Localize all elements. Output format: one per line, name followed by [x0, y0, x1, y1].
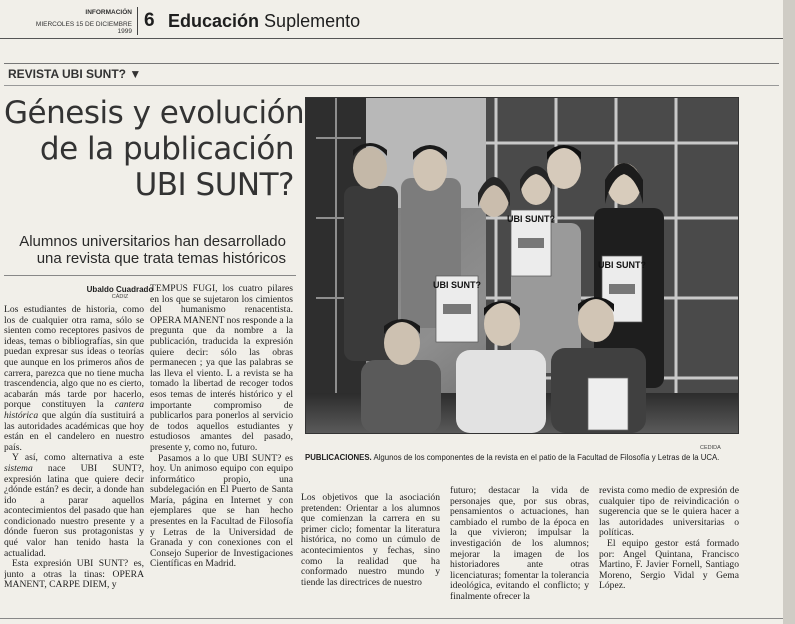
article-paragraph: Pasamos a lo que UBI SUNT? es hoy. Un animoso equipo con equipo informático propio, una subdelegación en El Puerto de Santa María, página en Internet y con ejemplares que se han hecho presentes en la Facultad de Filosofía y Letras de la Universidad de Granada y con conexiones con el Consejo Superior de Investigaciones Científicas en Madrid.	[150, 452, 293, 570]
magazine-title-text: UBI SUNT?	[507, 214, 555, 224]
byline-author: Ubaldo Cuadrado	[86, 285, 154, 294]
headline-line-2: de la publicación	[39, 131, 294, 167]
caption-text: Algunos de los componentes de la revista en el patio de la Facultad de Filosofía y Letras de la UCA.	[373, 453, 720, 462]
emphasis-text: cantera histórica	[4, 399, 144, 421]
headline-line-1: Génesis y evolución	[4, 95, 305, 131]
footer-rule	[0, 618, 783, 619]
magazine-title-text: UBI SUNT?	[433, 280, 481, 290]
subheadline	[6, 233, 286, 267]
subheadline-line-2: una revista que trata temas históricos	[36, 250, 286, 267]
article-paragraph: El equipo gestor está formado por: Angel Quintana, Francisco Martino, F. Javier Fornell, Santiago Moreno, Sergio Vidal y Gema López.	[599, 537, 739, 592]
section-title-light: Suplemento	[264, 11, 361, 31]
byline-rule	[4, 275, 296, 276]
issue-date: MIERCOLES 15 DE DICIEMBRE 1999	[35, 21, 132, 35]
group-photo-image	[306, 98, 738, 433]
page-number: 6	[144, 10, 155, 31]
section-title-bold: Educación	[168, 11, 260, 31]
article-paragraph: futuro; destacar la vida de personajes que, por sus obras, pensamientos o actuaciones, han cambiado el rumbo de la época en la que vivieron; impulsar la investigación de los alumnos; mejorar la imagen de los historiadores ante otras licenciaturas; fomentar la tolerancia ideológica, evitando el conflicto; y finalmente ofrecer la	[450, 486, 589, 602]
tag-rule-bottom	[4, 85, 779, 86]
article-column-1	[4, 305, 144, 617]
page-edge	[783, 0, 795, 624]
header-rule	[0, 38, 783, 39]
header-divider	[137, 7, 138, 35]
caption-label: PUBLICACIONES.	[305, 453, 372, 462]
subheadline-line-1: Alumnos universitarios han desarrollado	[19, 233, 286, 250]
article-paragraph: Esta expresión UBI SUNT? es, junto a otras la tinas: OPERA MANENT, CARPE DIEM, y	[4, 558, 144, 591]
headline-line-3: UBI SUNT?	[134, 167, 294, 203]
article-column-2	[150, 284, 293, 617]
article-paragraph: Los estudiantes de historia, como los de cualquier otra rama, sólo se sienten como receptores pasivos de ideas, temas o bibliografías, sin que puedan expresar sus ideas o teorías que aunque en los primeros años de carrera, parezca que no tiene mucha trascendencia, algo que no es cierto, acabarán más tarde por hacerlo, porque constituyen la cantera histórica que algún día sustituirá a las autoridades académicas que hoy están en el candelero en nuestro país.	[4, 305, 144, 453]
article-paragraph: Los objetivos que la asociación pretenden: Orientar a los alumnos que comienzan la carrera en su primer ciclo; fomentar la literatura histórica, no como un cúmulo de acontecimientos y fechas, sino como la realidad que ha conformado nuestro mundo y tiende las directrices de nuestro	[301, 493, 440, 588]
article-column-4	[450, 486, 589, 617]
publication-name: INFORMACIÓN	[85, 9, 132, 16]
group-photo	[305, 97, 739, 434]
article-paragraph: Y así, como alternativa a este sistema nace UBI SUNT?, expresión latina que quiere decir ¿dónde están? es decir, a donde han ido a parar aquellos acontecimientos del pasado que han condicionado nuestro presente y a dónde fueron sus protagonistas y qué valor han tenido hasta la actualidad.	[4, 452, 144, 559]
headline	[4, 95, 305, 203]
section-tag: REVISTA UBI SUNT? ▼	[8, 67, 142, 81]
article-paragraph: TEMPUS FUGI, los cuatro pilares en los que se sujetaron los cimientos del humanismo renacentista. OPERA MANENT nos responde a la pregunta que da nombre a la publicación, traducida la expresión quiere decir: sólo las obras permanecen ; ya que las palabras se las lleva el viento. L a revista se ha tomado la libertad de recoger todos esos temas de interés histórico y el importante compromiso de publicarlos para ponerlos al servicio de todos aquellos estudiantes y estudiosos amantes del pasado, presente y, como no, futuro.	[150, 284, 293, 453]
emphasis-text: sistema	[4, 462, 33, 474]
photo-credit: CEDIDA	[700, 445, 721, 451]
photo-caption	[305, 453, 775, 463]
article-column-5	[599, 486, 739, 617]
magazine-title-text: UBI SUNT?	[598, 260, 646, 270]
section-title	[168, 11, 360, 32]
article-column-3	[301, 493, 440, 617]
tag-rule-top	[4, 63, 779, 64]
article-paragraph: revista como medio de expresión de cualquier tipo de reivindicación o sugerencia que se le quiera hacer a las autoridades universitarias o políticas.	[599, 486, 739, 539]
byline-location: CÁDIZ	[111, 294, 129, 300]
